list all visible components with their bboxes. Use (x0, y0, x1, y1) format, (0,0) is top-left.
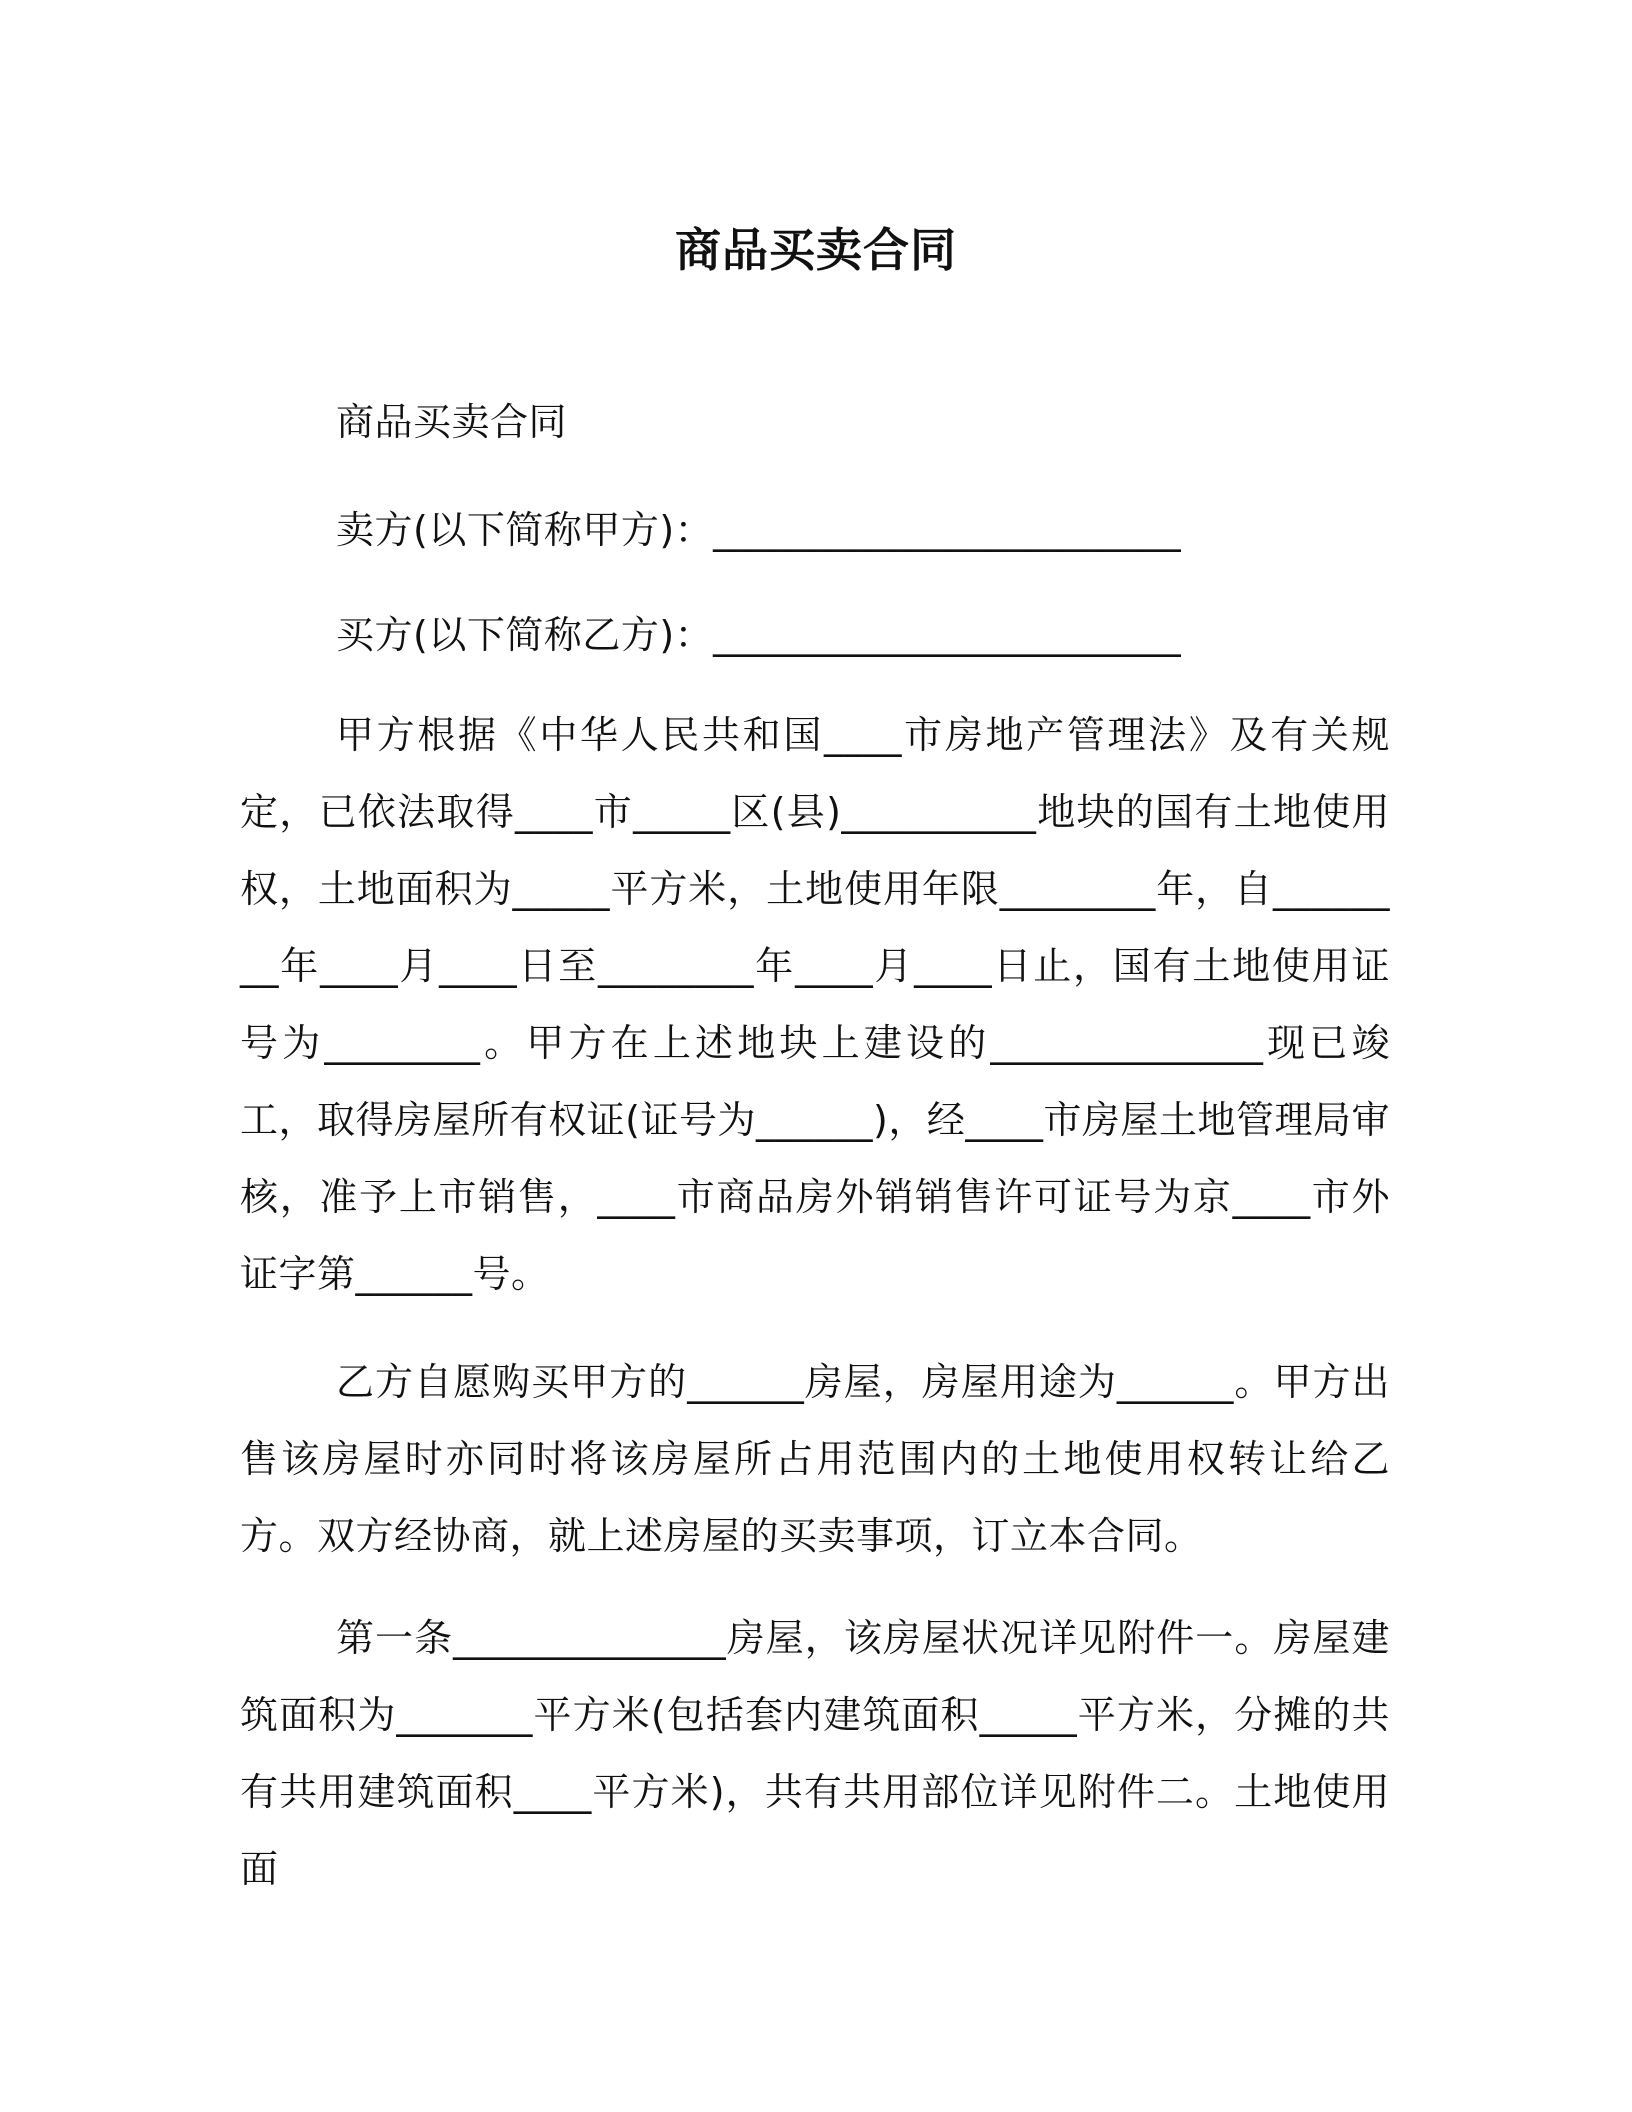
contract-heading: 商品买卖合同 (336, 400, 568, 444)
paragraph-purchase: 乙方自愿购买甲方的______房屋，房屋用途为______。甲方出售该房屋时亦同时将该房屋所占用范围内的土地使用权转让给乙方。双方经协商，就上述房屋的买卖事项，订立本合同。 (240, 1360, 1390, 1558)
paragraph-intro: 甲方根据《中华人民共和国____市房地产管理法》及有关规定，已依法取得____市_____区(县)__________地块的国有土地使用权，土地面积为_____平方米，土地使用年限________年，自________年____月____日至________年____月____日止，国有土地使用证号为________。甲方在上述地块上建设的______________现已竣工，取得房屋所有权证(证号为______)，经____市房屋土地管理局审核，准予上市销售，____市商品房外销销售许可证号为京____市外证字第______号。 (240, 713, 1390, 1296)
buyer-line: 买方(以下简称乙方)：________________________ (336, 613, 1182, 657)
document-title: 商品买卖合同 (675, 223, 957, 277)
seller-line: 卖方(以下简称甲方)：________________________ (336, 508, 1182, 552)
paragraph-article-1: 第一条______________房屋，该房屋状况详见附件一。房屋建筑面积为_______平方米(包括套内建筑面积_____平方米，分摊的共有共用建筑面积____平方米)，共有共用部位详见附件二。土地使用面 (240, 1616, 1390, 1891)
